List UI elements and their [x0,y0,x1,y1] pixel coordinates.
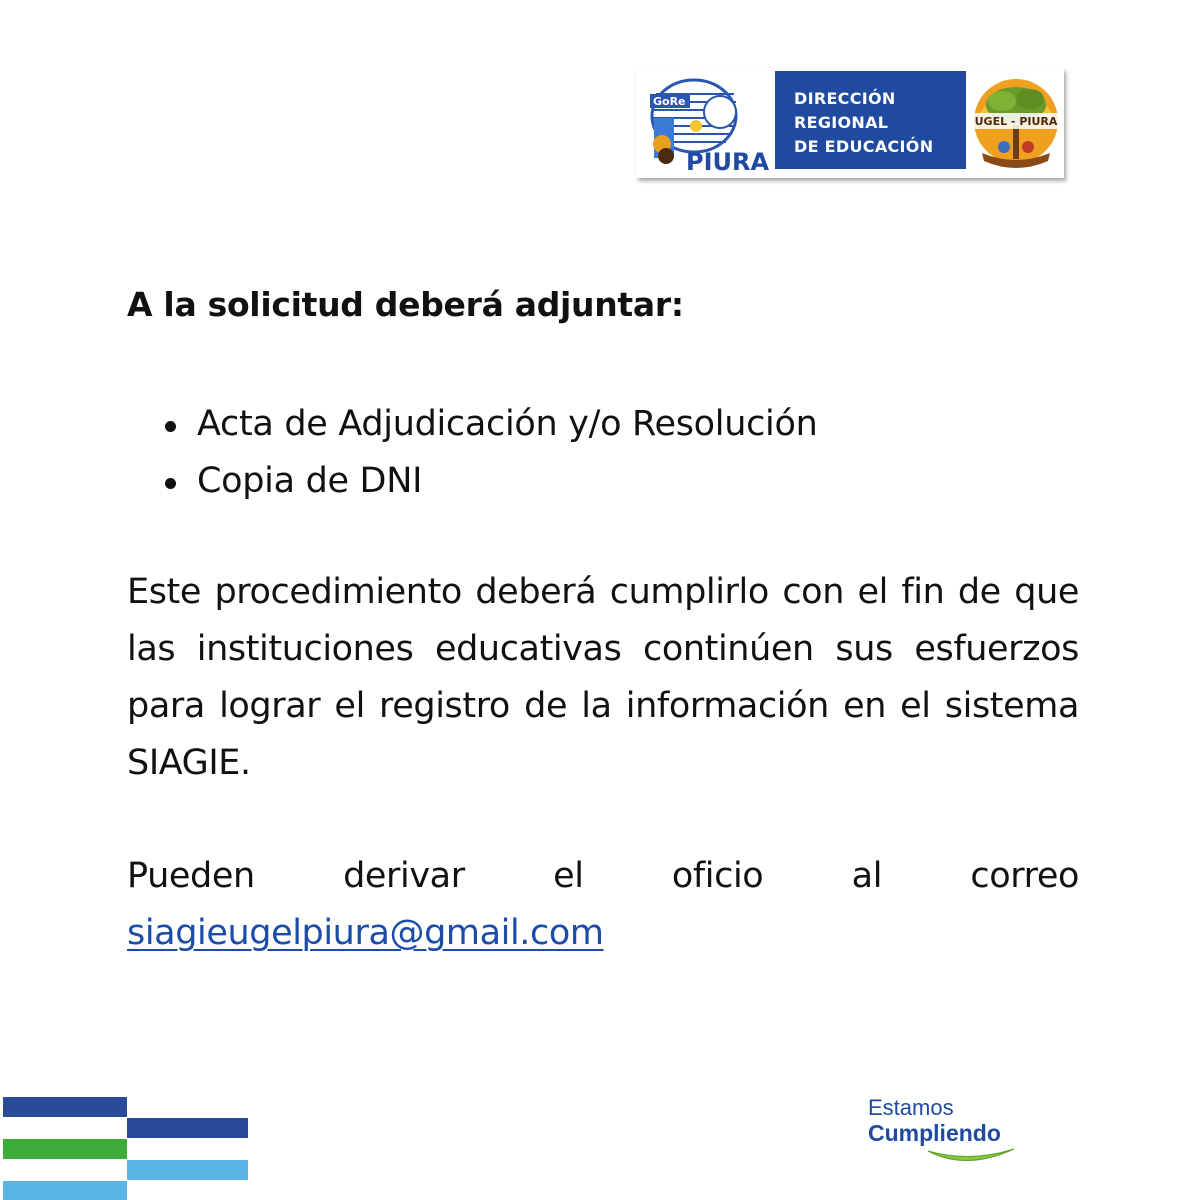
requirements-list [127,396,817,510]
word: el [553,856,584,896]
list-item [127,453,817,510]
dre-line-2: REGIONAL [794,113,889,132]
dre-line-3: DE EDUCACIÓN [794,137,934,156]
email-link[interactable]: siagieugelpiura@gmail.com [127,913,604,953]
decorative-bars [0,1094,250,1200]
bar-light-blue [3,1181,127,1200]
word: correo [970,856,1079,896]
bar-dark-blue [3,1097,127,1117]
list-item [127,396,817,453]
ugel-piura-logo [972,71,1060,173]
contact-paragraph [127,848,1079,962]
list-item-text: Copia de DNI [197,461,423,501]
word: derivar [343,856,465,896]
slogan-logo [866,1095,1026,1175]
svg-text:GoRe: GoRe [653,95,686,108]
page-heading: A la solicitud deberá adjuntar: [127,285,684,324]
svg-text:UGEL - PIURA: UGEL - PIURA [974,115,1058,128]
bar-light-blue [127,1160,248,1180]
bullet-icon [165,421,176,432]
contact-line [127,848,1079,905]
gore-piura-logo [642,74,770,172]
slogan-line-1: Estamos [868,1095,954,1120]
slogan-swoosh-icon [926,1145,1016,1169]
list-item-text: Acta de Adjudicación y/o Resolución [197,404,818,444]
bar-green [3,1139,127,1159]
procedure-paragraph: Este procedimiento deberá cumplirlo con el fin de que las instituciones educativas continúen sus esfuerzos para lograr el registro de la información en el sistema SIAGIE. [127,572,1079,783]
bullet-icon [165,478,176,489]
word: Pueden [127,856,255,896]
bar-dark-blue [127,1118,248,1138]
word: oficio [671,856,764,896]
slogan-line-2: Cumpliendo [868,1120,1001,1146]
dre-logo [775,71,966,169]
word: al [851,856,883,896]
svg-text:PIURA: PIURA [686,148,770,172]
dre-line-1: DIRECCIÓN [794,89,896,108]
header-logo-strip [636,68,1064,178]
